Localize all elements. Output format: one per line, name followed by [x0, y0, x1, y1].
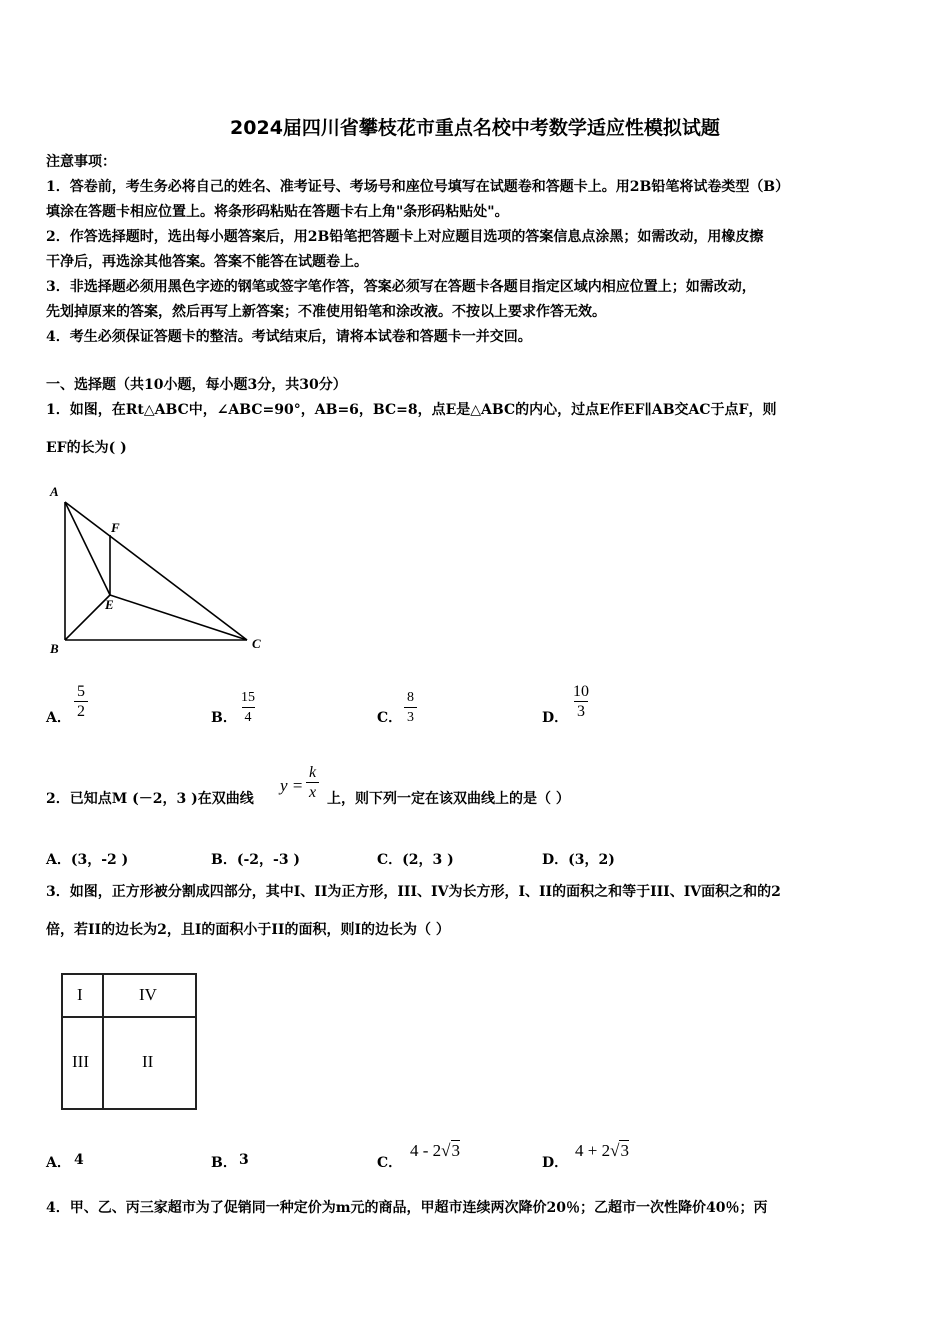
vertex-label-b: B [50, 641, 59, 656]
option-a-label: A． [46, 710, 71, 726]
option-c: C．(2，3 ) [377, 852, 454, 868]
option-d-label: D． [542, 1155, 569, 1171]
question-1-text: EF的长为( ) [46, 440, 127, 456]
option-c-label: C． [377, 710, 403, 726]
page-title: 2024届四川省攀枝花市重点名校中考数学适应性模拟试题 [230, 117, 720, 139]
notice-line: 2．作答选择题时，选出每小题答案后，用2B铅笔把答题卡上对应题目选项的答案信息点涂黑；如需改动，用橡皮擦 [46, 229, 764, 245]
option-c-expression [410, 1141, 460, 1161]
notice-heading: 注意事项： [46, 154, 116, 170]
vertex-label-a: A [50, 484, 59, 499]
fraction-numerator: 8 [407, 690, 414, 705]
radical-icon: √ [441, 1141, 451, 1160]
notice-line: 干净后，再选涂其他答案。答案不能答在试题卷上。 [46, 254, 368, 270]
option-d: D．(3，2) [542, 852, 615, 868]
question-2-text: 上，则下列一定在该双曲线上的是（ ） [327, 791, 570, 807]
point-label-f: F [111, 520, 120, 535]
equation-fraction [306, 763, 319, 802]
fraction-denominator: 3 [404, 707, 417, 727]
question-3-text: 3．如图，正方形被分割成四部分，其中I、II为正方形，III、IV为长方形，I、II的面积之和等于III、IV面积之和的2 [46, 884, 781, 900]
fraction-denominator: x [306, 782, 319, 802]
notice-line: 4．考生必须保证答题卡的整洁。考试结束后，请将本试卷和答题卡一并交回。 [46, 329, 532, 345]
expression-prefix: 4 - 2 [410, 1141, 442, 1160]
radicand: 3 [451, 1141, 461, 1160]
question-3-text: 倍，若II的边长为2，且I的面积小于II的面积，则I的边长为（ ） [46, 922, 450, 938]
option-c-label: C． [377, 1155, 403, 1171]
option-d-expression [575, 1141, 629, 1161]
region-label-iii: III [72, 1052, 89, 1071]
option-b-label: B． [211, 1155, 237, 1171]
option-a-label: A． [46, 1155, 71, 1171]
question-1-text: 1．如图，在Rt△ABC中，∠ABC=90°，AB=6，BC=8，点E是△ABC的内心，过点E作EF∥AB交AC于点F，则 [46, 402, 777, 418]
fraction-denominator: 2 [74, 701, 88, 721]
question-4-text: 4．甲、乙、丙三家超市为了促销同一种定价为m元的商品，甲超市连续两次降价20％；乙超市一次性降价40％；丙 [46, 1200, 768, 1216]
equation-lhs: y = [280, 776, 304, 795]
notice-line: 先划掉原来的答案，然后再写上新答案；不准使用铅笔和涂改液。不按以上要求作答无效。 [46, 304, 606, 320]
section-heading: 一、选择题（共10小题，每小题3分，共30分） [46, 377, 347, 393]
fraction-denominator: 3 [574, 701, 588, 721]
square-figure [61, 973, 197, 1110]
option-d-fraction [570, 682, 592, 721]
fraction-numerator: k [309, 764, 317, 781]
fraction-numerator: 15 [241, 690, 255, 705]
divider-line [63, 1016, 195, 1018]
option-b-fraction [238, 688, 258, 727]
radicand: 3 [620, 1141, 629, 1160]
option-a: A．(3，-2 ) [46, 852, 129, 868]
option-b-value: 3 [239, 1152, 249, 1168]
region-label-i: I [77, 985, 83, 1004]
fraction-denominator: 4 [242, 707, 255, 727]
option-d-label: D． [542, 710, 569, 726]
point-label-e: E [105, 597, 114, 612]
radical-icon: √ [610, 1141, 620, 1160]
fraction-numerator: 10 [573, 683, 589, 700]
notice-line: 3．非选择题必须用黑色字迹的钢笔或签字笔作答，答案必须写在答题卡各题目指定区域内相应位置上；如需改动， [46, 279, 756, 295]
vertex-label-c: C [252, 636, 261, 651]
option-a-value: 4 [74, 1152, 84, 1168]
region-label-ii: II [142, 1052, 154, 1071]
question-2-text: 2．已知点M (－2，3 )在双曲线 [46, 791, 254, 807]
triangle-figure [40, 480, 280, 660]
option-b: B．(-2，-3 ) [211, 852, 301, 868]
fraction-numerator: 5 [77, 683, 85, 700]
option-a-fraction [74, 682, 88, 721]
option-c-fraction [404, 688, 417, 727]
option-b-label: B． [211, 710, 237, 726]
expression-prefix: 4 + 2 [575, 1141, 611, 1160]
region-label-iv: IV [139, 985, 157, 1004]
notice-line: 填涂在答题卡相应位置上。将条形码粘贴在答题卡右上角"条形码粘贴处"。 [46, 204, 509, 220]
notice-line: 1．答卷前，考生务必将自己的姓名、准考证号、考场号和座位号填写在试题卷和答题卡上。用2B铅笔将试卷类型（B） [46, 179, 790, 195]
divider-line [102, 975, 104, 1108]
